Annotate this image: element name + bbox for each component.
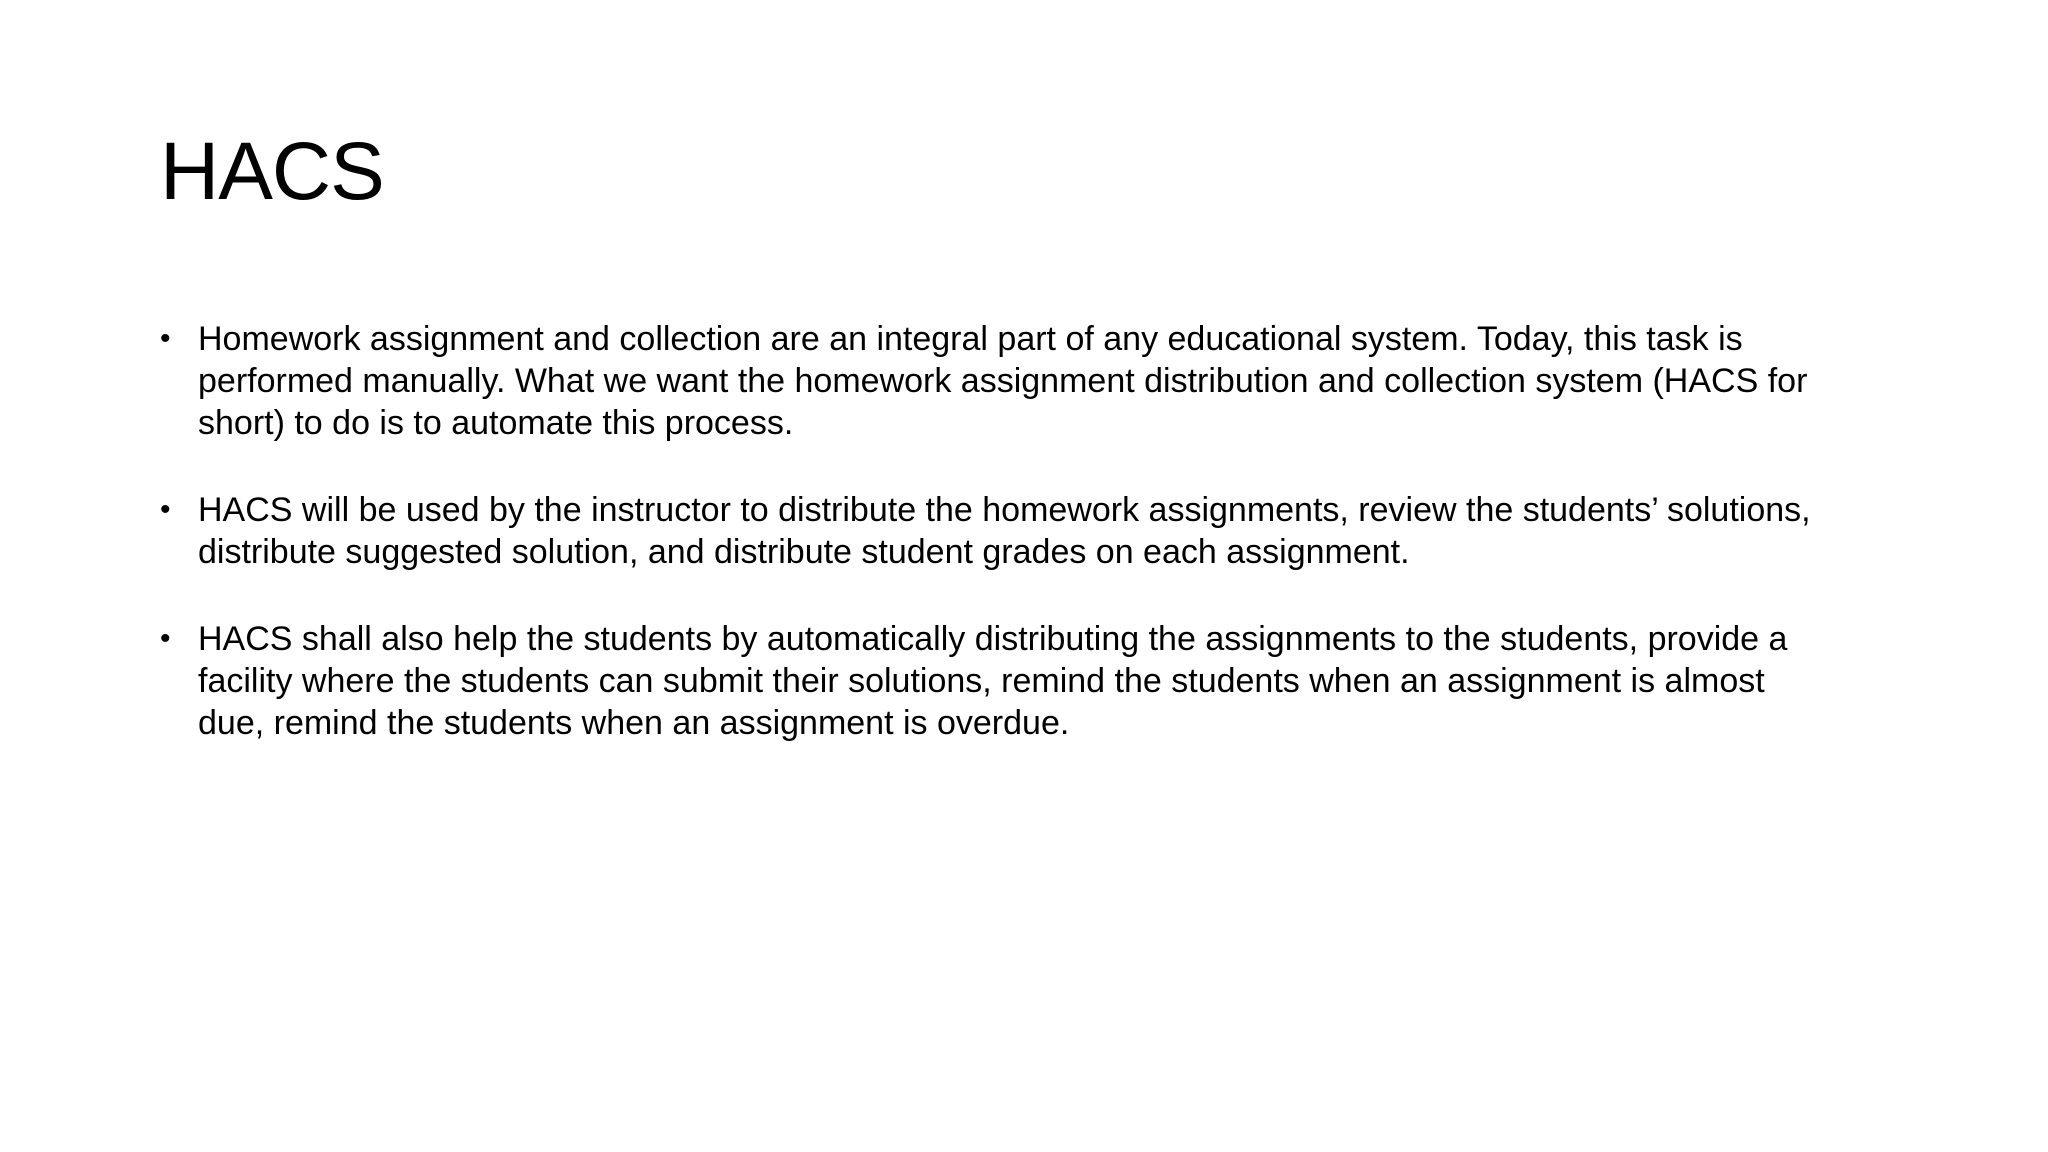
bullet-dot-icon: •	[160, 322, 171, 355]
bullet-text-line: short) to do is to automate this process.	[198, 404, 794, 442]
bullet-text-line: Homework assignment and collection are an integral part of any educational system. Today, this task is	[198, 320, 1743, 358]
bullet-text-line: facility where the students can submit their solutions, remind the students when an assignment is almost	[198, 662, 1765, 700]
slide-title: HACS	[160, 126, 384, 217]
bullet-item	[160, 318, 1920, 444]
bullet-text-line: HACS will be used by the instructor to distribute the homework assignments, review the students’ solutions,	[198, 491, 1811, 529]
bullet-list	[160, 318, 1920, 789]
bullet-text-line: performed manually. What we want the homework assignment distribution and collection system (HACS for	[198, 362, 1808, 400]
bullet-text-line: due, remind the students when an assignment is overdue.	[198, 704, 1070, 742]
bullet-text-line: distribute suggested solution, and distribute student grades on each assignment.	[198, 533, 1410, 571]
bullet-text-line: HACS shall also help the students by automatically distributing the assignments to the students, provide a	[198, 620, 1788, 658]
bullet-item	[160, 489, 1920, 573]
bullet-dot-icon: •	[160, 622, 171, 655]
bullet-item	[160, 618, 1920, 744]
bullet-dot-icon: •	[160, 493, 171, 526]
